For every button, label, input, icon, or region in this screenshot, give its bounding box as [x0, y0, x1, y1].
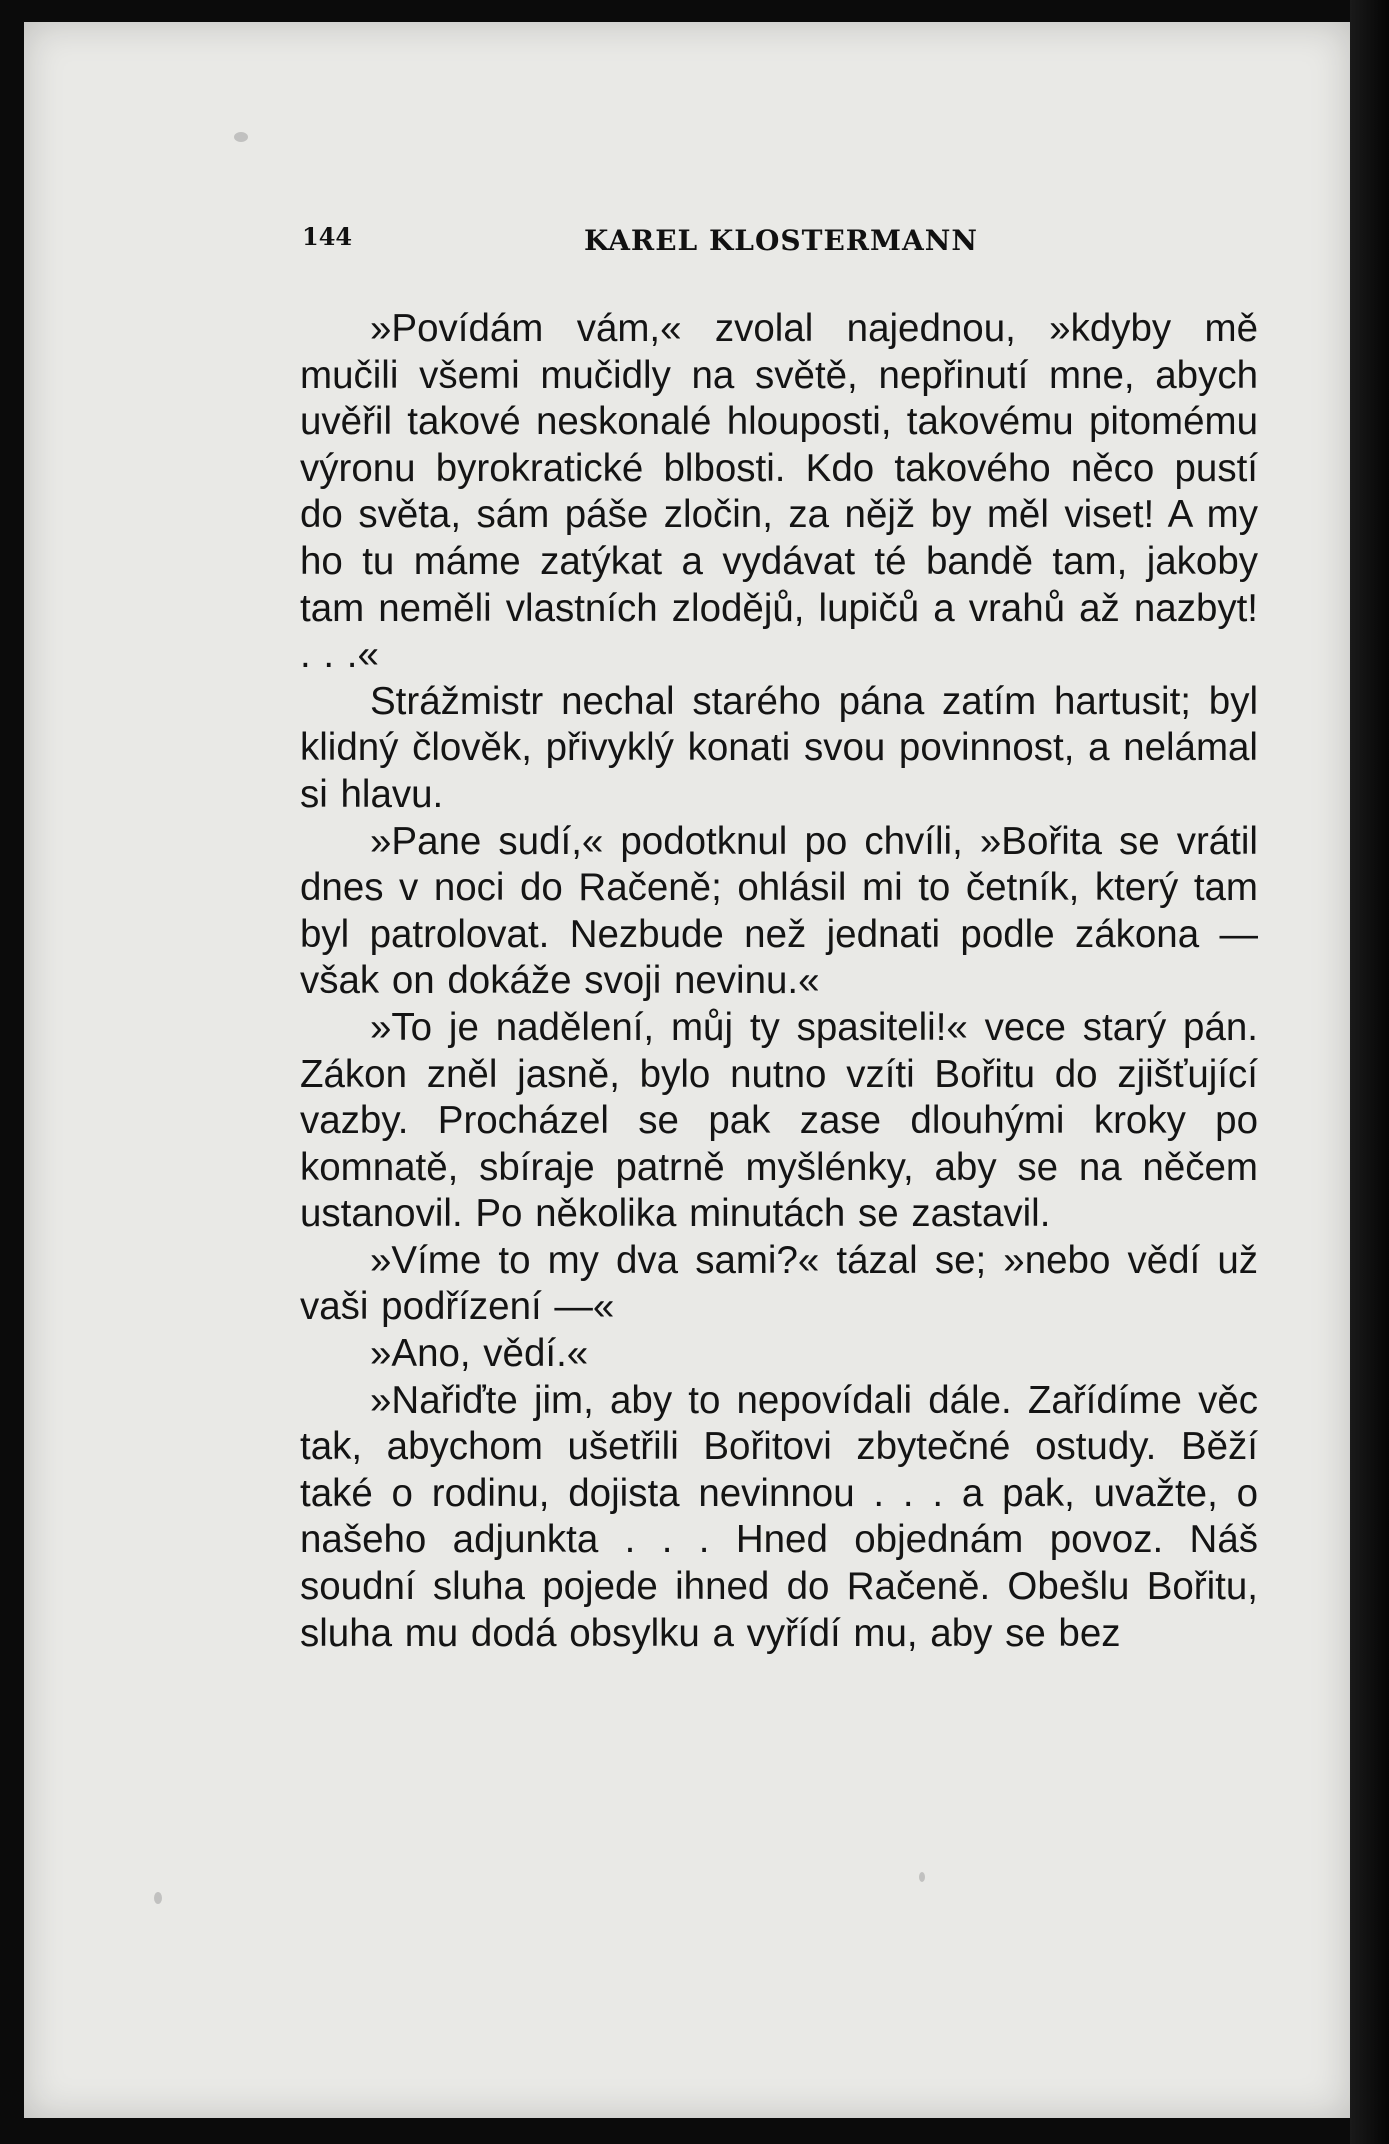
scan-edge [1350, 0, 1389, 2144]
paragraph: »Pane sudí,« podotknul po chvíli, »Bořita se vrátil dnes v noci do Račeně; ohlásil mi to četník, který tam byl patrolovat. Nezbude než jednati podle zákona — však on dokáže svoji nevinu.« [300, 819, 1258, 1003]
paragraph: »Nařiďte jim, aby to nepovídali dále. Zařídíme věc tak, abychom ušetřili Bořitovi zbytečné ostudy. Běží také o rodinu, dojista nevinnou . . . a pak, uvažte, o našeho adjunkta . . . Hned objednám povoz. Náš soudní sluha pojede ihned do Račeně. Obešlu Bořitu, sluha mu dodá obsylku a vyřídí mu, aby se bez [300, 1378, 1258, 1655]
paragraph: »Povídám vám,« zvolal najednou, »kdyby mě mučili všemi mučidly na světě, nepřinutí mne, abych uvěřil takové neskonalé hlouposti, takovému pitomému výronu byrokratické blbosti. Kdo takového něco pustí do světa, sám páše zločin, za nějž by měl viset! A my ho tu máme zatýkat a vydávat té bandě tam, jakoby tam neměli vlastních zlodějů, lupičů a vrahů až nazbyt! . . .« [300, 307, 1258, 677]
page-number: 144 [302, 222, 353, 251]
paragraph: »Víme to my dva sami?« tázal se; »nebo vědí už vaši podřízení —« [300, 1238, 1258, 1329]
paper-smudge [234, 132, 248, 142]
running-title: KAREL KLOSTERMANN [584, 224, 978, 257]
paper-smudge [154, 1892, 162, 1904]
paragraph: »To je nadělení, můj ty spasiteli!« vece starý pán. Zákon zněl jasně, bylo nutno vzíti Bořitu do zjišťující vazby. Procházel se pak zase dlouhými kroky po komnatě, sbíraje patrně myšlénky, aby se na něčem ustanovil. Po několika minutách se zastavil. [300, 1005, 1258, 1236]
paragraph: »Ano, vědí.« [370, 1332, 589, 1376]
page-header [0, 222, 1389, 262]
paper-smudge [919, 1872, 925, 1882]
body-text [300, 306, 1258, 1657]
paragraph: Strážmistr nechal starého pána zatím hartusit; byl klidný člověk, přivyklý konati svou povinnost, a nelámal si hlavu. [300, 679, 1258, 816]
